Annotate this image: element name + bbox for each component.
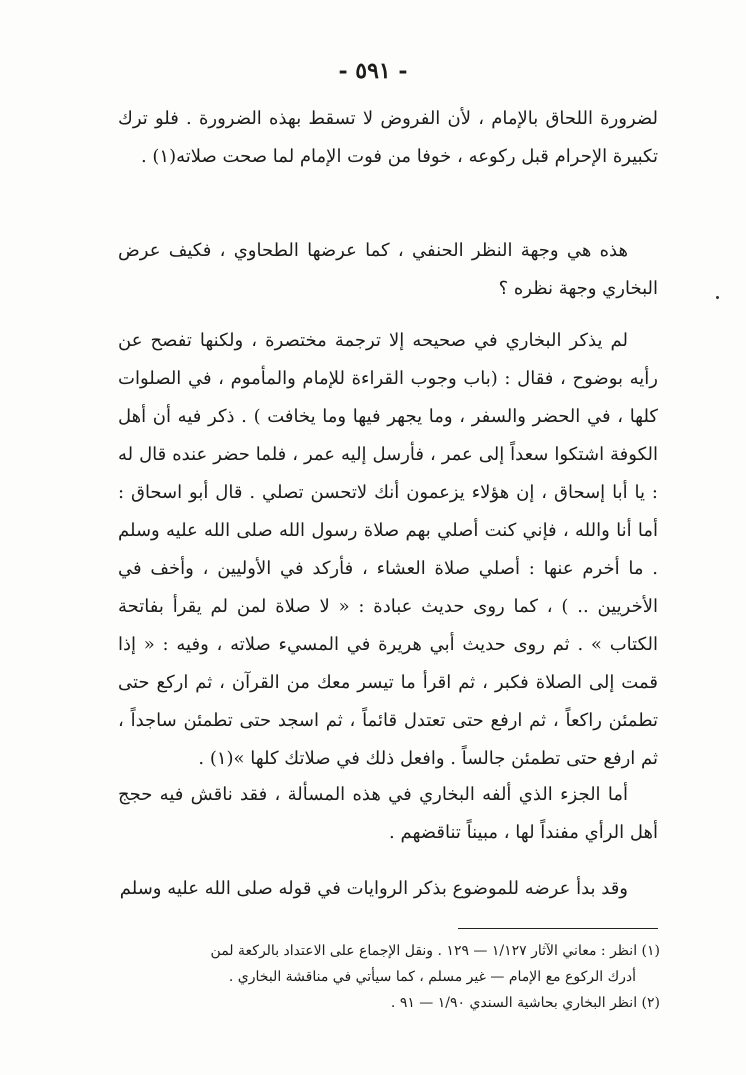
footnote-1: (١) انظر : معاني الآثار ١/١٢٧ — ١٢٩ . ونقل الإجماع على الاعتداد بالركعة لمن (210, 943, 660, 959)
paragraph-text: لضرورة اللحاق بالإمام ، لأن الفروض لا تسقط بهذه الضرورة . فلو ترك تكبيرة الإحرام قبل ركوعه ، خوفا من فوت الإمام لما صحت صلاته(١) . (118, 108, 658, 167)
footnotes (120, 938, 660, 1016)
footnote-1-continued: أدرك الركوع مع الإمام — غير مسلم ، كما سيأتي في مناقشة البخاري . (228, 969, 636, 985)
footnote-divider (458, 928, 658, 929)
page-number: - ٥٩١ - (338, 58, 408, 84)
paragraph-text: أما الجزء الذي ألفه البخاري في هذه المسألة ، فقد ناقش فيه حجج أهل الرأي مفنداً لها ، مبيناً تناقضهم . (118, 784, 658, 843)
paragraph-5 (118, 870, 658, 908)
paragraph-text: وقد بدأ عرضه للموضوع بذكر الروايات في قوله صلى الله عليه وسلم (119, 878, 628, 899)
paragraph-4 (118, 776, 658, 852)
footnote-2: (٢) انظر البخاري بحاشية السندي ١/٩٠ — ٩١ . (390, 995, 660, 1011)
margin-speck (716, 296, 719, 299)
paragraph-3 (118, 322, 658, 778)
paragraph-text: لم يذكر البخاري في صحيحه إلا ترجمة مختصرة ، ولكنها تفصح عن رأيه بوضوح ، فقال : (باب وجوب القراءة للإمام والمأموم ، في الصلوات كلها ، في الحضر والسفر ، وما يجهر فيها وما يخافت ) . ذكر فيه أن أهل الكوفة اشتكوا سعداً إلى عمر ، فأرسل إليه عمر ، فلما حضر عنده قال له : يا أبا إسحاق ، إن هؤلاء يزعمون أنك لاتحسن تصلي . قال أبو اسحاق : أما أنا والله ، فإني كنت أصلي بهم صلاة رسول الله صلى الله عليه وسلم . ما أخرم عنها : أصلي صلاة العشاء ، فأركد في الأوليين ، وأخف في الأخريين .. ) ، كما روى حديث عبادة : « لا صلاة لمن لم يقرأ بفاتحة الكتاب » . ثم روى حديث أبي هريرة في المسيء صلاته ، وفيه : « إذا قمت إلى الصلاة فكبر ، ثم اقرأ ما تيسر معك من القرآن ، ثم اركع حتى تطمئن راكعاً ، ثم ارفع حتى تعتدل قائماً ، ثم اسجد حتى تطمئن ساجداً ، ثم ارفع حتى تطمئن جالساً . وافعل ذلك في صلاتك كلها »(١) . (118, 330, 658, 769)
paragraph-2 (118, 232, 658, 308)
paragraph-text: هذه هي وجهة النظر الحنفي ، كما عرضها الطحاوي ، فكيف عرض البخاري وجهة نظره ؟ (118, 240, 658, 299)
paragraph-1 (118, 100, 658, 176)
